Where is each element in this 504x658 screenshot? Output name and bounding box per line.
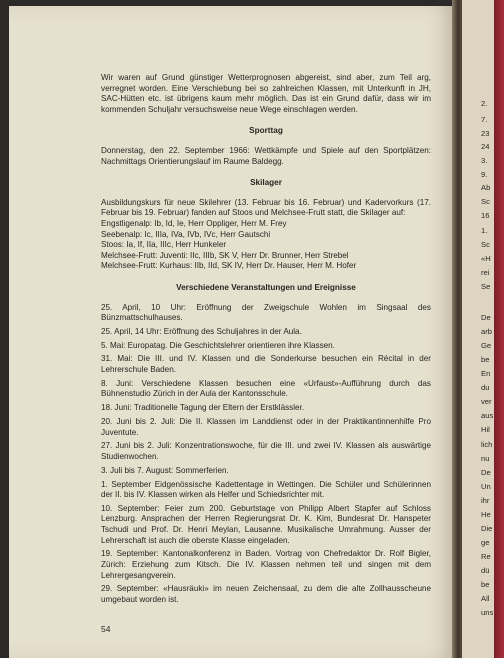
facing-page-fragment: ihr — [481, 496, 490, 505]
facing-page-fragment: He — [481, 510, 491, 519]
skilager-line: Stoos: Ia, If, IIa, IIIc, Herr Hunkeler — [101, 240, 227, 250]
facing-page-fragment: arb — [481, 327, 492, 336]
event-item: 5. Mai: Europatag. Die Geschichtslehrer orientieren ihre Klassen. — [101, 340, 335, 350]
facing-page-fragment: rei — [481, 268, 490, 277]
events-heading: Verschiedene Veranstaltungen und Ereignisse — [176, 282, 356, 292]
event-item: 19. September: Kantonalkonferenz in Baden. Vortrag von Chefredaktor Dr. Rolf Bigler, Zürich: Erziehung zum Kitsch. Die IV. Klassen nehmen teil und singen mit dem Lehrergesangverein. — [101, 549, 431, 580]
book-edge — [494, 0, 504, 658]
event-item: 20. Juni bis 2. Juli: Die II. Klassen im Landdienst oder in der Praktikantinnenhilfe Pro Juventute. — [101, 416, 431, 437]
facing-page-fragment: Sc — [481, 240, 490, 249]
facing-page-fragment: aus — [481, 411, 494, 420]
event-item: 10. September: Feier zum 200. Geburtstage von Philipp Albert Stapfer auf Schloss Lenzburg. Ansprachen der Herren Regierungsrat Dr. K. Kim, Bundesrat Dr. Hanspeter Tschudi und Prof. Dr. Henri Meylan, Lausanne. Musikalische Umrahmung. Ausser der Lehrerschaft ist auch die oberste Klasse eingeladen. — [101, 503, 431, 545]
skilager-line: Seebenalp: Ic, IIIa, IVa, IVb, IVc, Herr Gautschi — [101, 229, 271, 239]
facing-page-fragment: 23 — [481, 129, 490, 138]
facing-page-fragment: uns — [481, 608, 494, 617]
facing-page-fragment: De — [481, 313, 491, 322]
facing-page-fragment: 2. — [481, 99, 488, 108]
facing-page-fragment: De — [481, 468, 491, 477]
skilager-line: Engstligenalp: Ib, Id, Ie, Herr Oppliger, Herr M. Frey — [101, 218, 287, 228]
facing-page-fragment: 7. — [481, 115, 488, 124]
event-item: 25. April, 14 Uhr: Eröffnung des Schuljahres in der Aula. — [101, 326, 302, 336]
facing-page-fragment: lich — [481, 440, 493, 449]
page-content — [101, 73, 431, 609]
book-spine — [452, 0, 462, 658]
facing-page-fragment: 16 — [481, 211, 490, 220]
facing-page-fragment: dü — [481, 566, 490, 575]
facing-page-fragment: Re — [481, 552, 491, 561]
intro-paragraph: Wir waren auf Grund günstiger Wetterprognosen abgereist, sind aber, zum Teil arg, verregnet worden. Eine Verschiebung bei so zahlreichen Klassen, mit Unterkunft in JH, SAC-Hütten etc. ist übrigens kaum mehr möglich. Das ist ein Grund dafür, dass wir im kommenden Schuljahr versuchsweise neue Wege einschlagen werden. — [101, 73, 431, 114]
facing-page-fragment: Ab — [481, 183, 491, 192]
event-item: 8. Juni: Verschiedene Klassen besuchen eine «Urfaust»-Aufführung durch das Bühnenstudio Zürich in der Aula der Kantonsschule. — [101, 378, 431, 399]
sporttag-text: Donnerstag, den 22. September 1966: Wettkämpfe und Spiele auf den Sportplätzen: Nachmittags Orientierungslauf im Raume Baldegg. — [101, 145, 431, 166]
facing-page-fragment: Un — [481, 482, 491, 491]
event-item: 18. Juni: Traditionelle Tagung der Eltern der Erstklässler. — [101, 403, 305, 413]
page-number: 54 — [101, 624, 111, 634]
sporttag-heading: Sporttag — [249, 126, 283, 136]
facing-page-fragment: Sc — [481, 197, 490, 206]
skilager-text: Ausbildungskurs für neue Skilehrer (13. Februar bis 16. Februar) und Kadervorkurs (17. Februar bis 19. Februar) fanden auf Stoos und Melchsee-Frutt statt, die Skilager auf: — [101, 197, 431, 218]
facing-page-fragment: 9. — [481, 170, 488, 179]
event-item: 1. September Eidgenössische Kadettentage in Wettingen. Die Schüler und Schülerinnen der II. bis IV. Klassen wirken als Helfer und Schiedsrichter mit. — [101, 479, 431, 500]
facing-page-fragment: nu — [481, 454, 490, 463]
facing-page-fragment: Ge — [481, 341, 492, 350]
facing-page-fragment: be — [481, 355, 490, 364]
facing-page-fragment: du — [481, 383, 490, 392]
facing-page-fragment: 24 — [481, 142, 490, 151]
facing-page-fragment: ver — [481, 397, 492, 406]
event-item: 27. Juni bis 2. Juli: Konzentrationswoche, für die III. und zwei IV. Klassen als auswärtige Studienwochen. — [101, 441, 431, 461]
facing-page-fragment: En — [481, 369, 491, 378]
skilager-heading: Skilager — [250, 178, 282, 188]
event-item: 3. Juli bis 7. August: Sommerferien. — [101, 465, 229, 475]
event-item: 29. September: «Hausräuki» im neuen Zeichensaal, zu dem die alte Zollhausscheune umgebaut worden ist. — [101, 584, 431, 604]
event-item: 25. April, 10 Uhr: Eröffnung der Zweigschule Wohlen im Singsaal des Bünzmattschulhauses. — [101, 302, 431, 323]
facing-page-fragment: All — [481, 594, 490, 603]
facing-page-fragment: Die — [481, 524, 493, 533]
facing-page-fragment: «H — [481, 254, 491, 263]
facing-page-fragment: Se — [481, 282, 491, 291]
facing-page-fragment: ge — [481, 538, 490, 547]
skilager-line: Melchsee-Frutt: Juventi: IIc, IIIb, SK V, Herr Dr. Brunner, Herr Strebel — [101, 250, 349, 260]
skilager-line: Melchsee-Frutt: Kurhaus: IIb, IId, SK IV, Herr Dr. Hauser, Herr M. Hofer — [101, 261, 357, 271]
facing-page-fragment: be — [481, 580, 490, 589]
facing-page-fragment: Hil — [481, 425, 490, 434]
event-item: 31. Mai: Die III. und IV. Klassen und die Sonderkurse besuchen ein Récital in der Lehrerschule Baden. — [101, 354, 431, 375]
facing-page-fragment: 1. — [481, 226, 488, 235]
facing-page-fragment: 3. — [481, 156, 488, 165]
